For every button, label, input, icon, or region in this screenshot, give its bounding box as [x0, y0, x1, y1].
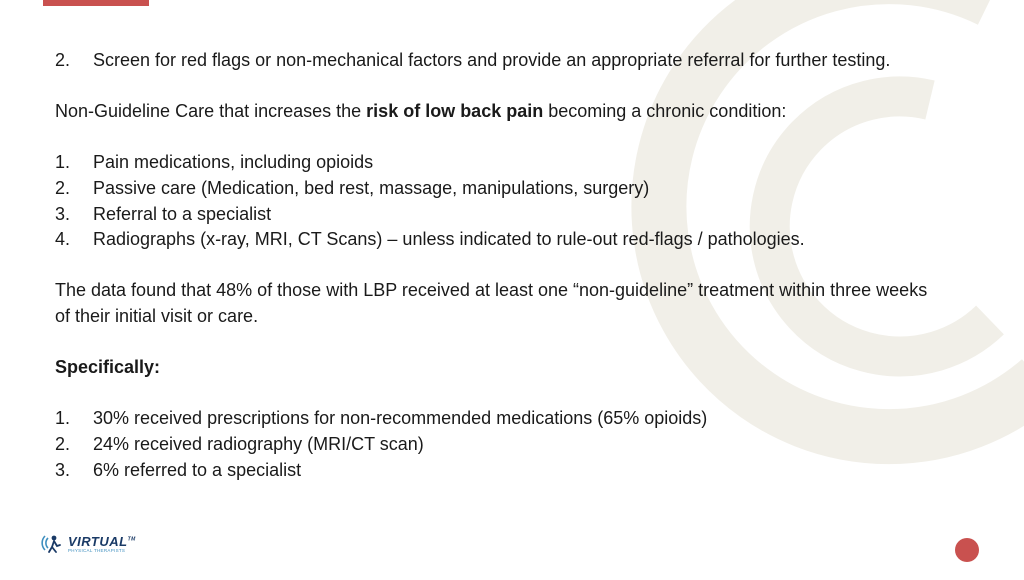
list-text: Pain medications, including opioids [93, 152, 374, 173]
list-number: 4. [55, 229, 71, 250]
stats-list [55, 406, 935, 483]
list-text: Passive care (Medication, bed rest, massage, manipulations, surgery) [93, 177, 650, 198]
list-number: 2. [55, 50, 71, 70]
intro-bold-text: risk of low back pain [366, 101, 544, 122]
list-number: 1. [55, 408, 71, 429]
care-list [55, 150, 935, 252]
list-item [55, 176, 935, 202]
list-number: 2. [55, 177, 71, 198]
specifically-heading-text: Specifically: [55, 357, 161, 378]
intro-paragraph [55, 99, 935, 125]
intro-text-end: becoming a chronic condition: [543, 101, 787, 122]
list-number: 1. [55, 152, 71, 173]
list-number: 2. [55, 433, 71, 454]
list-item [55, 48, 935, 74]
list-text: Screen for red flags or non-mechanical factors and provide an appropriate referral for further testing. [93, 50, 891, 70]
list-item [55, 150, 935, 176]
intro-text-start: Non-Guideline Care that increases the [55, 101, 367, 122]
slide-body [55, 48, 935, 483]
list-text: 6% referred to a specialist [93, 459, 302, 480]
list-item [55, 432, 935, 458]
logo-wordmark: VIRTUAL [68, 533, 128, 549]
logo-trademark: TM [127, 536, 136, 543]
list-item [55, 458, 935, 484]
logo-subtitle: PHYSICAL THERAPISTS [68, 547, 126, 553]
list-number: 3. [55, 459, 71, 480]
list-text: 30% received prescriptions for non-recommended medications (65% opioids) [93, 408, 708, 429]
list-number: 3. [55, 203, 71, 224]
data-paragraph: The data found that 48% of those with LBP received at least one “non-guideline” treatment within three weeks of their initial visit or care. [55, 280, 928, 326]
list-text: Referral to a specialist [93, 203, 272, 224]
list-item [55, 227, 935, 253]
top-accent-bar [43, 0, 149, 6]
logo-person-icon [40, 530, 66, 556]
virtual-pt-logo [40, 530, 136, 556]
red-dot-marker [955, 538, 979, 562]
list-item [55, 406, 935, 432]
list-text: 24% received radiography (MRI/CT scan) [93, 433, 424, 454]
list-text: Radiographs (x-ray, MRI, CT Scans) – unless indicated to rule-out red-flags / pathologies. [93, 229, 805, 250]
specifically-heading [55, 355, 935, 381]
list-item [55, 202, 935, 228]
